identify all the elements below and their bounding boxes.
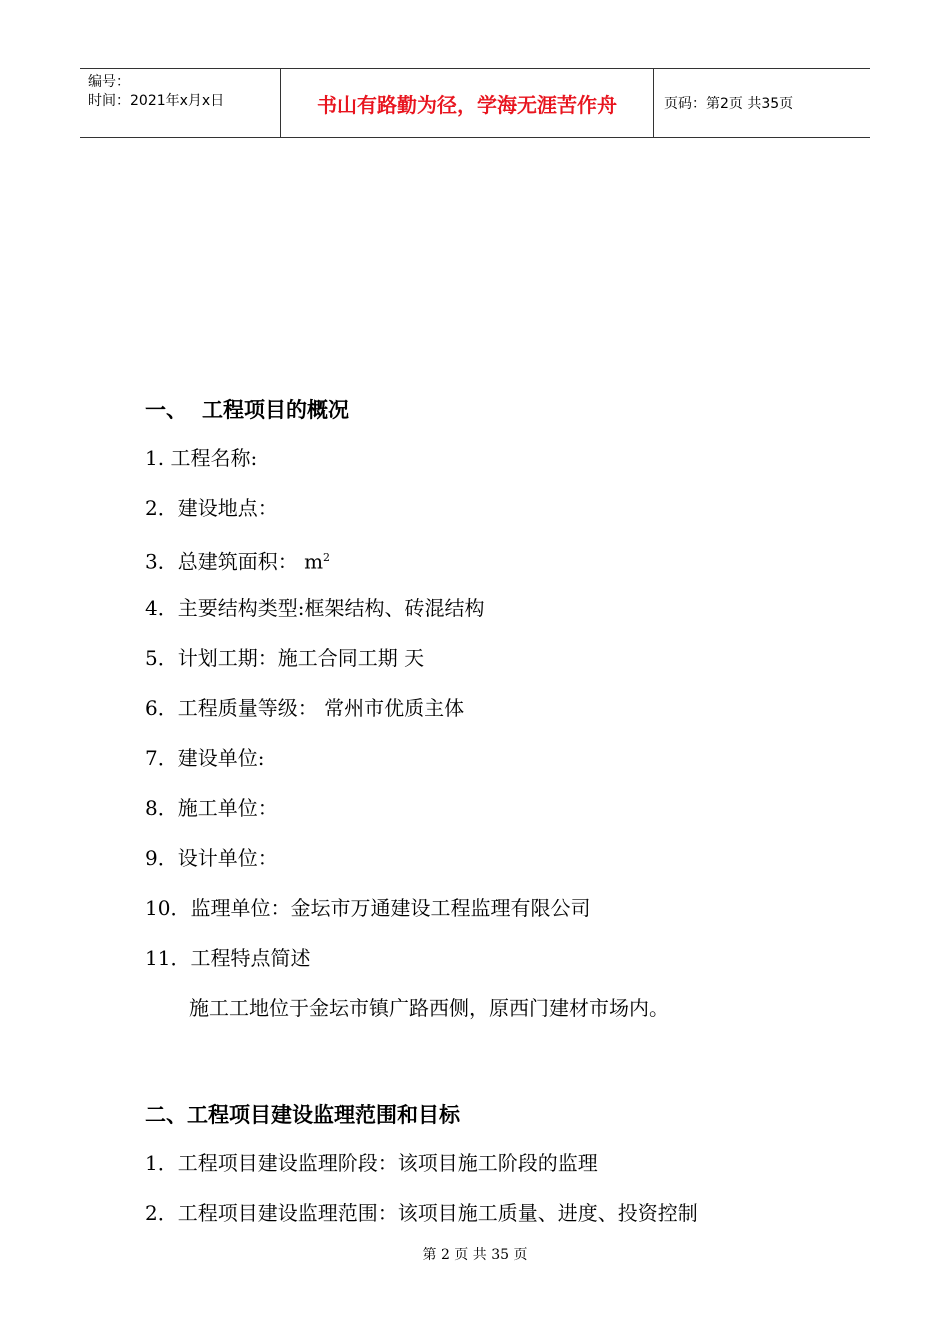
item-schedule: 5．计划工期：施工合同工期 天 <box>145 646 425 670</box>
item-total-area-text: 3．总建筑面积： m <box>145 549 324 574</box>
section-gap <box>145 1033 865 1095</box>
header-page-info: 页码：第2页 共35页 <box>664 96 794 112</box>
item-owner: 7．建设单位: <box>145 746 265 770</box>
item-features: 11．工程特点简述 <box>145 946 311 970</box>
header-motto: 书山有路勤为径，学海无涯苦作舟 <box>281 69 654 137</box>
features-description: 施工工地位于金坛市镇广路西侧，原西门建材市场内。 <box>189 996 669 1020</box>
item-designer: 9．设计单位： <box>145 846 278 870</box>
item-supervision-stage: 1．工程项目建设监理阶段：该项目施工阶段的监理 <box>145 1151 598 1175</box>
section-1-heading <box>145 390 865 430</box>
item-contractor: 8．施工单位： <box>145 796 278 820</box>
item-total-area <box>145 533 865 583</box>
section-1-number: 一、 <box>145 398 187 422</box>
id-label: 编号： <box>88 74 130 90</box>
document-body <box>145 390 865 1238</box>
section-2-heading: 二、工程项目建设监理范围和目标 <box>145 1103 460 1127</box>
item-location: 2．建设地点： <box>145 496 278 520</box>
area-unit-superscript: 2 <box>323 551 331 564</box>
item-structure-type: 4．主要结构类型:框架结构、砖混结构 <box>145 596 485 620</box>
item-supervisor: 10．监理单位：金坛市万通建设工程监理有限公司 <box>145 896 591 920</box>
date-line: 时间：2021年x月x日 <box>88 93 225 109</box>
item-project-name: 1. 工程名称: <box>145 446 258 470</box>
item-supervision-scope: 2．工程项目建设监理范围：该项目施工质量、进度、投资控制 <box>145 1201 698 1225</box>
section-1-title: 工程项目的概况 <box>202 398 349 422</box>
page-header <box>80 68 870 138</box>
page-footer: 第 2 页 共 35 页 <box>422 1247 528 1263</box>
header-meta <box>80 69 281 137</box>
item-quality-grade: 6．工程质量等级： 常州市优质主体 <box>145 696 465 720</box>
